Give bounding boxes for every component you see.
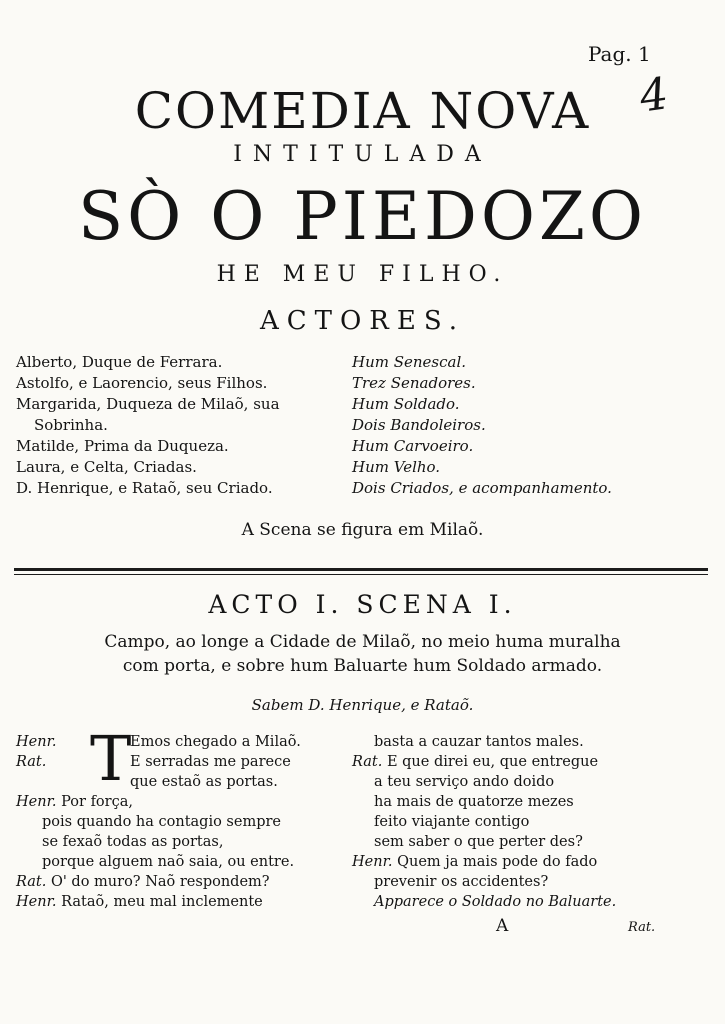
cast-entry: Alberto, Duque de Ferrara. [16, 353, 223, 371]
line-text: O' do muro? Naõ respondem? [50, 874, 270, 890]
cast-entry: Trez Senadores. [352, 374, 476, 392]
dialogue-line [16, 872, 352, 892]
dialogue-line [352, 852, 692, 872]
line-text: ha mais de quatorze mezes [374, 794, 574, 810]
title-line-3: SÒ O PIEDOZO [77, 178, 648, 255]
cast-list-left [16, 352, 346, 499]
cast-entry: Sobrinha. [34, 416, 108, 434]
speaker: Rat. [16, 874, 47, 890]
line-text: que estaõ as portas. [130, 774, 278, 790]
speaker: Henr. [16, 794, 57, 810]
line-text: Por força, [61, 794, 133, 810]
stage-direction [352, 892, 692, 912]
dialogue-column-left [16, 732, 352, 912]
line-text: basta a cauzar tantos males. [374, 734, 584, 750]
cast-entry: Hum Soldado. [352, 395, 460, 413]
line-text: Quem ja mais pode do fado [397, 854, 598, 870]
line-text: feito viajante contigo [374, 814, 530, 830]
divider-rule-thin [14, 574, 708, 575]
dialogue-line [352, 752, 692, 772]
page-number: Pag. 1 [588, 42, 651, 66]
line-text: pois quando ha contagio sempre [42, 814, 282, 830]
cast-entry: Dois Bandoleiros. [352, 416, 486, 434]
dialogue-line [16, 812, 352, 832]
title-line-1: COMEDIA NOVA [134, 82, 591, 140]
setting-line: Campo, ao longe a Cidade de Milaõ, no meio huma muralha [104, 632, 621, 652]
line-text: porque alguem naõ saia, ou entre. [42, 854, 295, 870]
speaker: Rat. [16, 754, 47, 770]
dialogue-line [352, 772, 692, 792]
cast-entry: D. Henrique, e Rataõ, seu Criado. [16, 479, 273, 497]
line-text: Rataõ, meu mal inclemente [61, 894, 263, 910]
cast-entry: Matilde, Prima da Duqueza. [16, 437, 229, 455]
cast-entry: Hum Senescal. [352, 353, 467, 371]
dialogue-column-right [352, 732, 692, 912]
line-text: Emos chegado a Milaõ. [130, 734, 301, 750]
speaker: Henr. [16, 894, 57, 910]
dialogue-line [16, 892, 352, 912]
line-text: prevenir os accidentes? [374, 874, 549, 890]
catchword-speaker: Rat. [628, 920, 656, 935]
line-text: sem saber o que perter des? [374, 834, 583, 850]
dialogue-line [352, 812, 692, 832]
cast-entry: Dois Criados, e acompanhamento. [352, 479, 612, 497]
speaker: Henr. [352, 854, 393, 870]
handwritten-number: 4 [636, 68, 672, 123]
line-text: E serradas me parece [130, 754, 291, 770]
cast-list-right [352, 352, 682, 499]
setting-line: com porta, e sobre hum Baluarte hum Soldado armado. [122, 656, 603, 676]
entrance-direction: Sabem D. Henrique, e Rataõ. [251, 696, 474, 714]
scene-note: A Scena se figura em Milaõ. [241, 520, 484, 540]
line-text: E que direi eu, que entregue [386, 754, 599, 770]
speaker: Rat. [352, 754, 383, 770]
cast-entry: Hum Carvoeiro. [352, 437, 474, 455]
cast-entry: Astolfo, e Laorencio, seus Filhos. [16, 374, 268, 392]
dialogue-line [16, 832, 352, 852]
dialogue-line [16, 772, 352, 792]
catchword: A [496, 916, 509, 936]
dialogue-line [16, 852, 352, 872]
dialogue-line [352, 792, 692, 812]
dialogue-line [352, 872, 692, 892]
dialogue-line [352, 832, 692, 852]
line-text: a teu serviço ando doido [374, 774, 555, 790]
cast-entry: Hum Velho. [352, 458, 441, 476]
dialogue-line [352, 732, 692, 752]
cast-heading: ACTORES. [259, 306, 466, 336]
title-line-2: INTITULADA [233, 142, 492, 167]
setting-description [0, 630, 725, 678]
stage-direction-text: Apparece o Soldado no Baluarte. [374, 894, 617, 910]
speaker: Henr. [16, 734, 57, 750]
drop-cap: T [90, 722, 132, 795]
line-text: se fexaõ todas as portas, [42, 834, 224, 850]
act-heading: ACTO I. SCENA I. [208, 590, 517, 619]
dialogue-line [16, 752, 352, 772]
cast-entry: Margarida, Duqueza de Milaõ, sua [16, 395, 280, 413]
dialogue-line [16, 732, 352, 752]
cast-entry: Laura, e Celta, Criadas. [16, 458, 197, 476]
title-line-4: HE MEU FILHO. [216, 262, 509, 287]
dialogue-line [16, 792, 352, 812]
